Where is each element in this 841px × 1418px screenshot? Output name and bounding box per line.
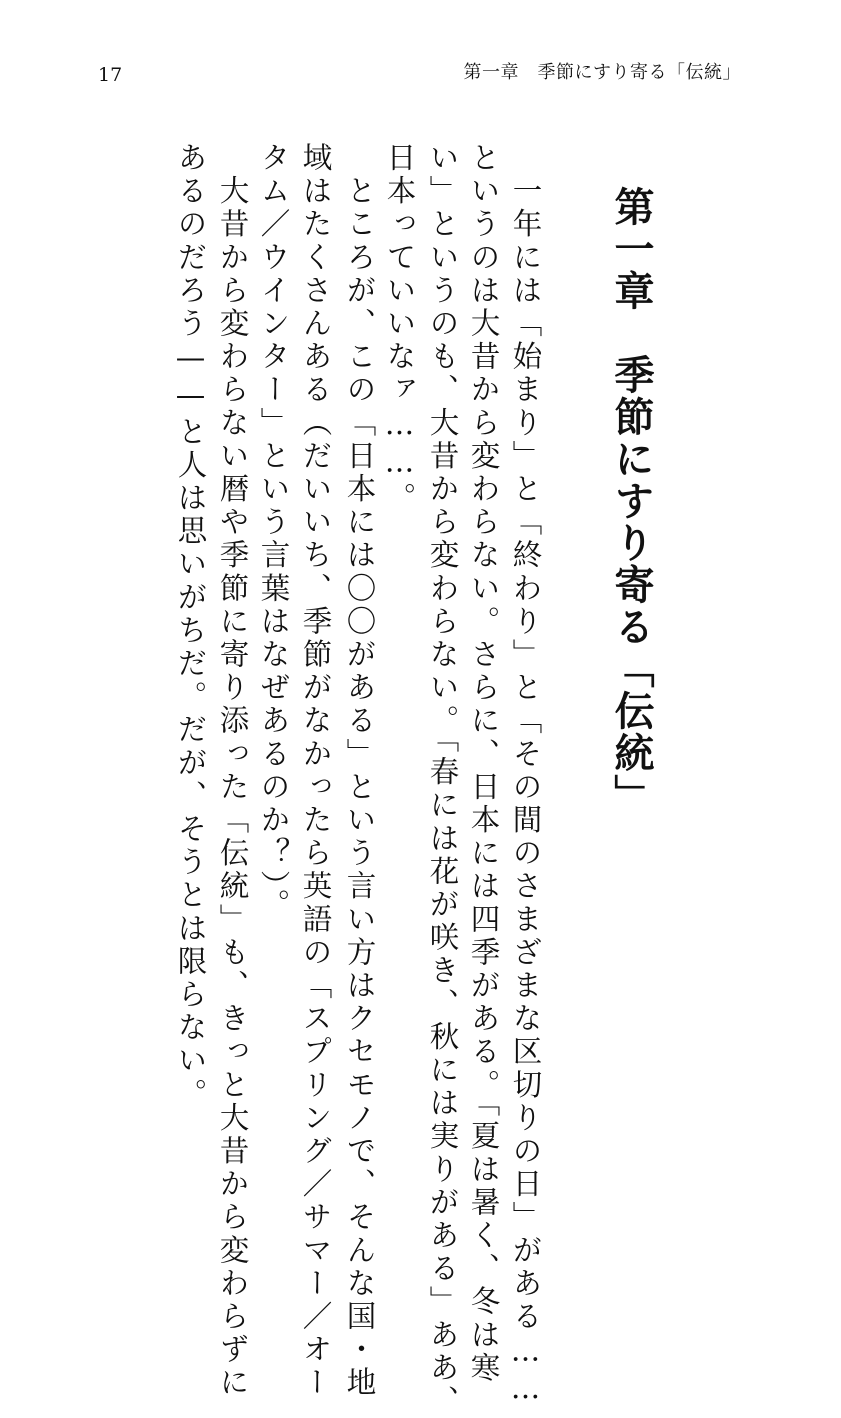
- body-line: あるのだろう——と人は思いがちだ。だが、そうとは限らない。: [173, 142, 208, 1111]
- body-line: い」というのも、大昔から変わらない。「春には花が咲き、秋には実りがある」ああ、: [425, 142, 460, 1418]
- body-line: 大昔から変わらない暦や季節に寄り添った「伝統」も、きっと大昔から変わらずに: [215, 142, 250, 1400]
- chapter-title: 第一章 季節にすり寄る「伝統」: [608, 186, 655, 816]
- body-line: 域はたくさんある（だいいち、季節がなかったら英語の「スプリング／サマー／オー: [298, 142, 333, 1400]
- page-number: 17: [98, 64, 123, 86]
- body-line: 日本っていいなァ……。: [382, 142, 417, 516]
- body-line: ところが、この「日本には〇〇がある」という言い方はクセモノで、そんな国・地: [342, 142, 377, 1400]
- running-head: 第一章 季節にすり寄る「伝統」: [463, 62, 741, 83]
- body-line: 一年には「始まり」と「終わり」と「その間のさまざまな区切りの日」がある……: [508, 142, 543, 1409]
- body-line: というのは大昔から変わらない。さらに、日本には四季がある。「夏は暑く、冬は寒: [466, 142, 501, 1386]
- body-line: タム／ウインター」という言葉はなぜあるのか？）。: [256, 142, 291, 922]
